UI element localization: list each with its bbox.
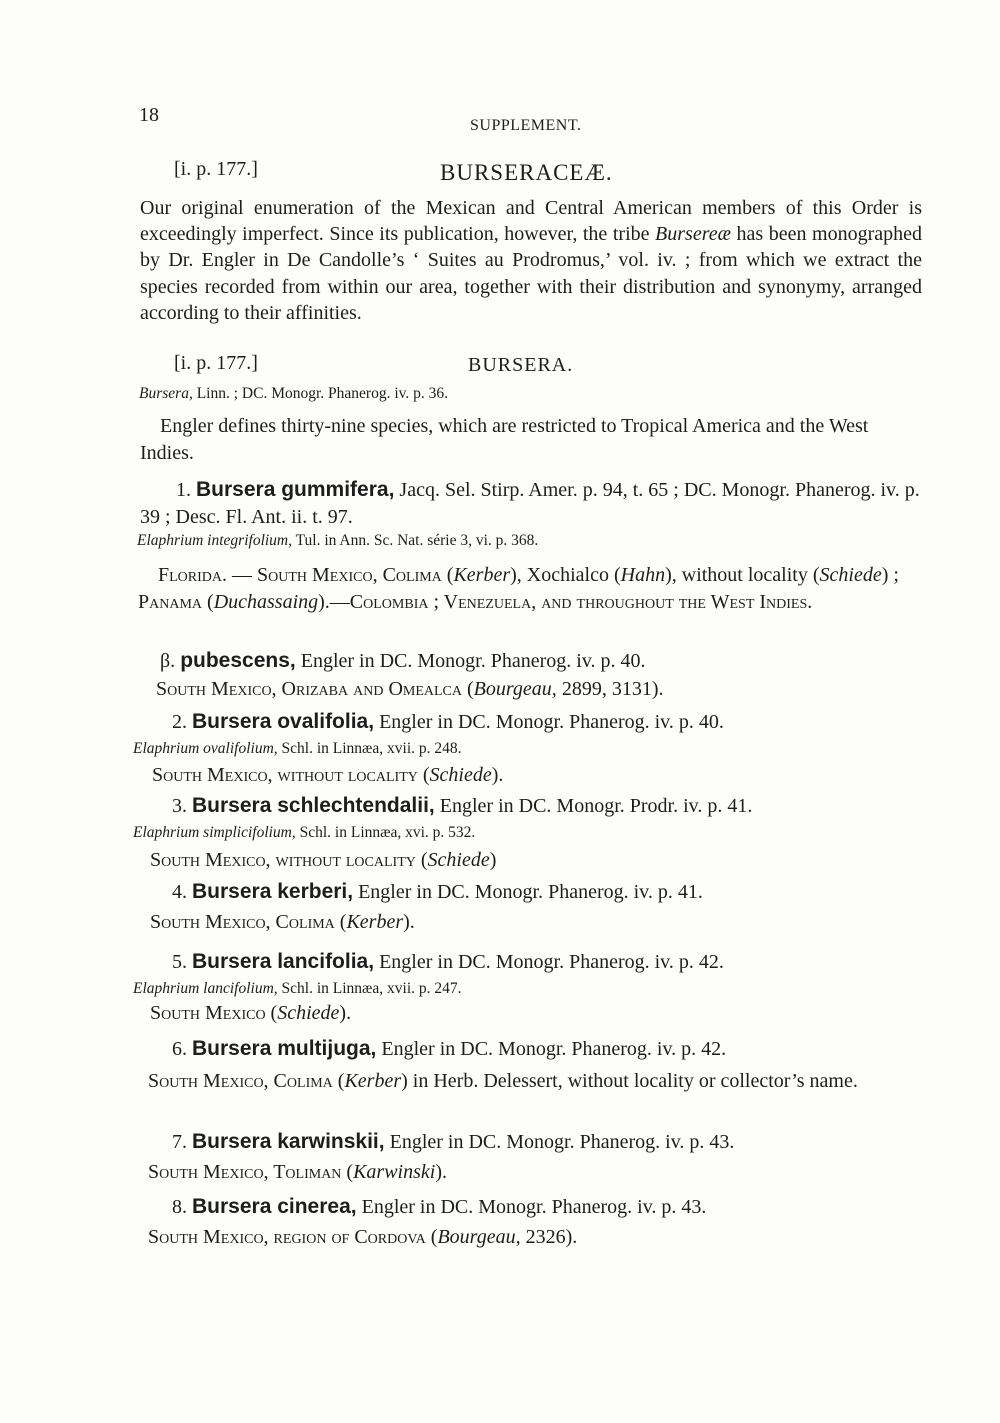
collector-name: Bourgeau,: [473, 678, 557, 700]
order-reference: [i. p. 177.]: [174, 158, 258, 180]
distribution-text: South Mexico, Toliman (: [148, 1161, 354, 1183]
distribution-text: ).: [403, 911, 415, 933]
species-entry: [172, 1195, 706, 1219]
species-synonym: [133, 980, 462, 998]
species-number: 1.: [176, 479, 191, 501]
synonym-name: Elaphrium integrifolium,: [137, 532, 292, 549]
species-entry: [172, 710, 724, 734]
collector-name: Schiede: [427, 849, 490, 871]
species-synonym: [133, 740, 462, 758]
distribution-text: South Mexico, without locality (: [150, 849, 428, 871]
genus-title: BURSERA.: [468, 354, 574, 376]
running-title: SUPPLEMENT.: [470, 117, 582, 134]
species-entry: [172, 1037, 726, 1061]
species-number: 5.: [172, 951, 187, 973]
species-number: 7.: [172, 1131, 187, 1153]
collector-name: Bourgeau,: [437, 1226, 521, 1248]
collector-name: Kerber: [453, 564, 511, 586]
collector-name: Schiede: [819, 564, 882, 586]
collector-name: Schiede: [429, 764, 492, 786]
distribution-text: South Mexico, Orizaba and Omealca (: [156, 678, 474, 700]
species-citation: Engler in DC. Monogr. Phanerog. iv. p. 43.: [384, 1131, 735, 1153]
distribution-text: ) ; Panama (: [138, 564, 899, 613]
species-name: Bursera lancifolia,: [192, 950, 375, 973]
synonym-citation: Schl. in Linnæa, xvii. p. 247.: [277, 980, 462, 997]
variety-entry: [160, 649, 646, 673]
species-name: Bursera multijuga,: [192, 1037, 377, 1060]
distribution-text: ).: [339, 1002, 352, 1024]
species-distribution: [150, 911, 415, 934]
species-name: Bursera kerberi,: [192, 880, 354, 903]
species-citation: Jacq. Sel. Stirp. Amer. p. 94, t. 65 ; DC. Monogr. Phanerog. iv. p. 39 ; Desc. Fl. Ant. ii. t. 97.: [140, 479, 920, 528]
species-distribution: [152, 764, 503, 787]
distribution-text: 2899, 3131).: [556, 678, 664, 700]
genus-reference: [i. p. 177.]: [174, 352, 258, 374]
order-title: BURSERACEÆ.: [440, 160, 613, 185]
distribution-text: ) in Herb. Delessert, without locality or collector’s name.: [401, 1070, 858, 1092]
species-distribution: [148, 1226, 577, 1249]
species-distribution: [130, 1068, 918, 1095]
page-number: 18: [139, 104, 159, 126]
species-entry: [172, 1130, 734, 1154]
species-name: Bursera cinerea,: [192, 1195, 357, 1218]
species-number: 8.: [172, 1196, 187, 1218]
synonym-name: Elaphrium ovalifolium,: [133, 740, 278, 757]
collector-name: Kerber: [344, 1070, 402, 1092]
species-citation: Engler in DC. Monogr. Phanerog. iv. p. 41.: [353, 881, 703, 903]
genus-note: Engler defines thirty-nine species, which are restricted to Tropical America and the West Indies.: [140, 415, 869, 464]
distribution-text: South Mexico (: [150, 1002, 278, 1024]
distribution-text: South Mexico, Colima (: [148, 1070, 345, 1092]
genus-synonym-name: Bursera,: [139, 385, 193, 402]
synonym-citation: Schl. in Linnæa, xvii. p. 248.: [277, 740, 462, 757]
species-name: Bursera karwinskii,: [192, 1130, 385, 1153]
species-entry: [140, 476, 925, 531]
distribution-text: 2326).: [520, 1226, 578, 1248]
synonym-name: Elaphrium lancifolium,: [133, 980, 278, 997]
intro-text-2: has been monographed by Dr. Engler in De Candolle’s ‘ Suites au Prodromus,’ vol. iv. ; from which we extract the species recorded from within our area, together with their distribution and synonymy, arranged according to their affinities.: [140, 223, 922, 324]
species-number: 4.: [172, 881, 187, 903]
synonym-name: Elaphrium simplicifolium,: [133, 824, 296, 841]
species-citation: Engler in DC. Monogr. Phanerog. iv. p. 43.: [356, 1196, 707, 1218]
distribution-text: ), without locality (: [665, 564, 820, 586]
distribution-text: ).—Colombia ; Venezuela, and throughout the West Indies.: [318, 591, 813, 613]
species-synonym: [137, 532, 538, 550]
species-entry: [172, 794, 752, 818]
species-name: Bursera ovalifolia,: [192, 710, 375, 733]
species-distribution: [150, 849, 496, 872]
distribution-text: ): [489, 849, 497, 871]
species-distribution: [150, 1002, 351, 1025]
distribution-text: Florida. — South Mexico, Colima (: [158, 564, 454, 586]
intro-tribe-name: Bursereæ: [655, 223, 731, 246]
species-citation: Engler in DC. Monogr. Phanerog. iv. p. 42.: [374, 951, 724, 973]
species-number: 3.: [172, 795, 187, 817]
genus-synonym-citation: Linn. ; DC. Monogr. Phanerog. iv. p. 36.: [192, 385, 448, 402]
intro-text-1: Our original enumeration of the Mexican and Central American members of this Order is exceedingly imperfect. Since its publication, however, the tribe: [140, 197, 922, 246]
collector-name: Karwinski: [353, 1161, 436, 1183]
species-name: Bursera schlechtendalii,: [192, 794, 435, 817]
species-citation: Engler in DC. Monogr. Prodr. iv. p. 41.: [434, 795, 753, 817]
collector-name: Kerber: [346, 911, 404, 933]
distribution-text: ), Xochialco (: [510, 564, 621, 586]
species-name: Bursera gummifera,: [196, 478, 395, 501]
species-number: 6.: [172, 1038, 187, 1060]
species-synonym: [133, 824, 475, 842]
species-entry: [172, 950, 724, 974]
species-entry: [172, 880, 703, 904]
species-citation: Engler in DC. Monogr. Phanerog. iv. p. 40.: [374, 711, 724, 733]
distribution-text: South Mexico, Colima (: [150, 911, 347, 933]
variety-distribution: [156, 678, 663, 701]
distribution-text: ).: [435, 1161, 447, 1183]
distribution-text: South Mexico, without locality (: [152, 764, 430, 786]
species-distribution: [148, 1161, 447, 1184]
synonym-citation: Tul. in Ann. Sc. Nat. série 3, vi. p. 368.: [292, 532, 539, 549]
species-citation: Engler in DC. Monogr. Phanerog. iv. p. 42.: [376, 1038, 727, 1060]
collector-name: Duchassaing: [213, 591, 319, 613]
order-intro: [140, 195, 922, 326]
species-number: 2.: [172, 711, 187, 733]
synonym-citation: Schl. in Linnæa, xvi. p. 532.: [295, 824, 476, 841]
species-distribution: [138, 562, 923, 616]
collector-name: Hahn: [620, 564, 666, 586]
distribution-text: ).: [491, 764, 504, 786]
genus-synonym: [139, 385, 448, 403]
collector-name: Schiede: [277, 1002, 340, 1024]
distribution-text: South Mexico, region of Cordova (: [148, 1226, 438, 1248]
variety-citation: Engler in DC. Monogr. Phanerog. iv. p. 40.: [295, 650, 646, 672]
variety-marker: β.: [160, 650, 176, 672]
variety-name: pubescens,: [180, 649, 296, 672]
